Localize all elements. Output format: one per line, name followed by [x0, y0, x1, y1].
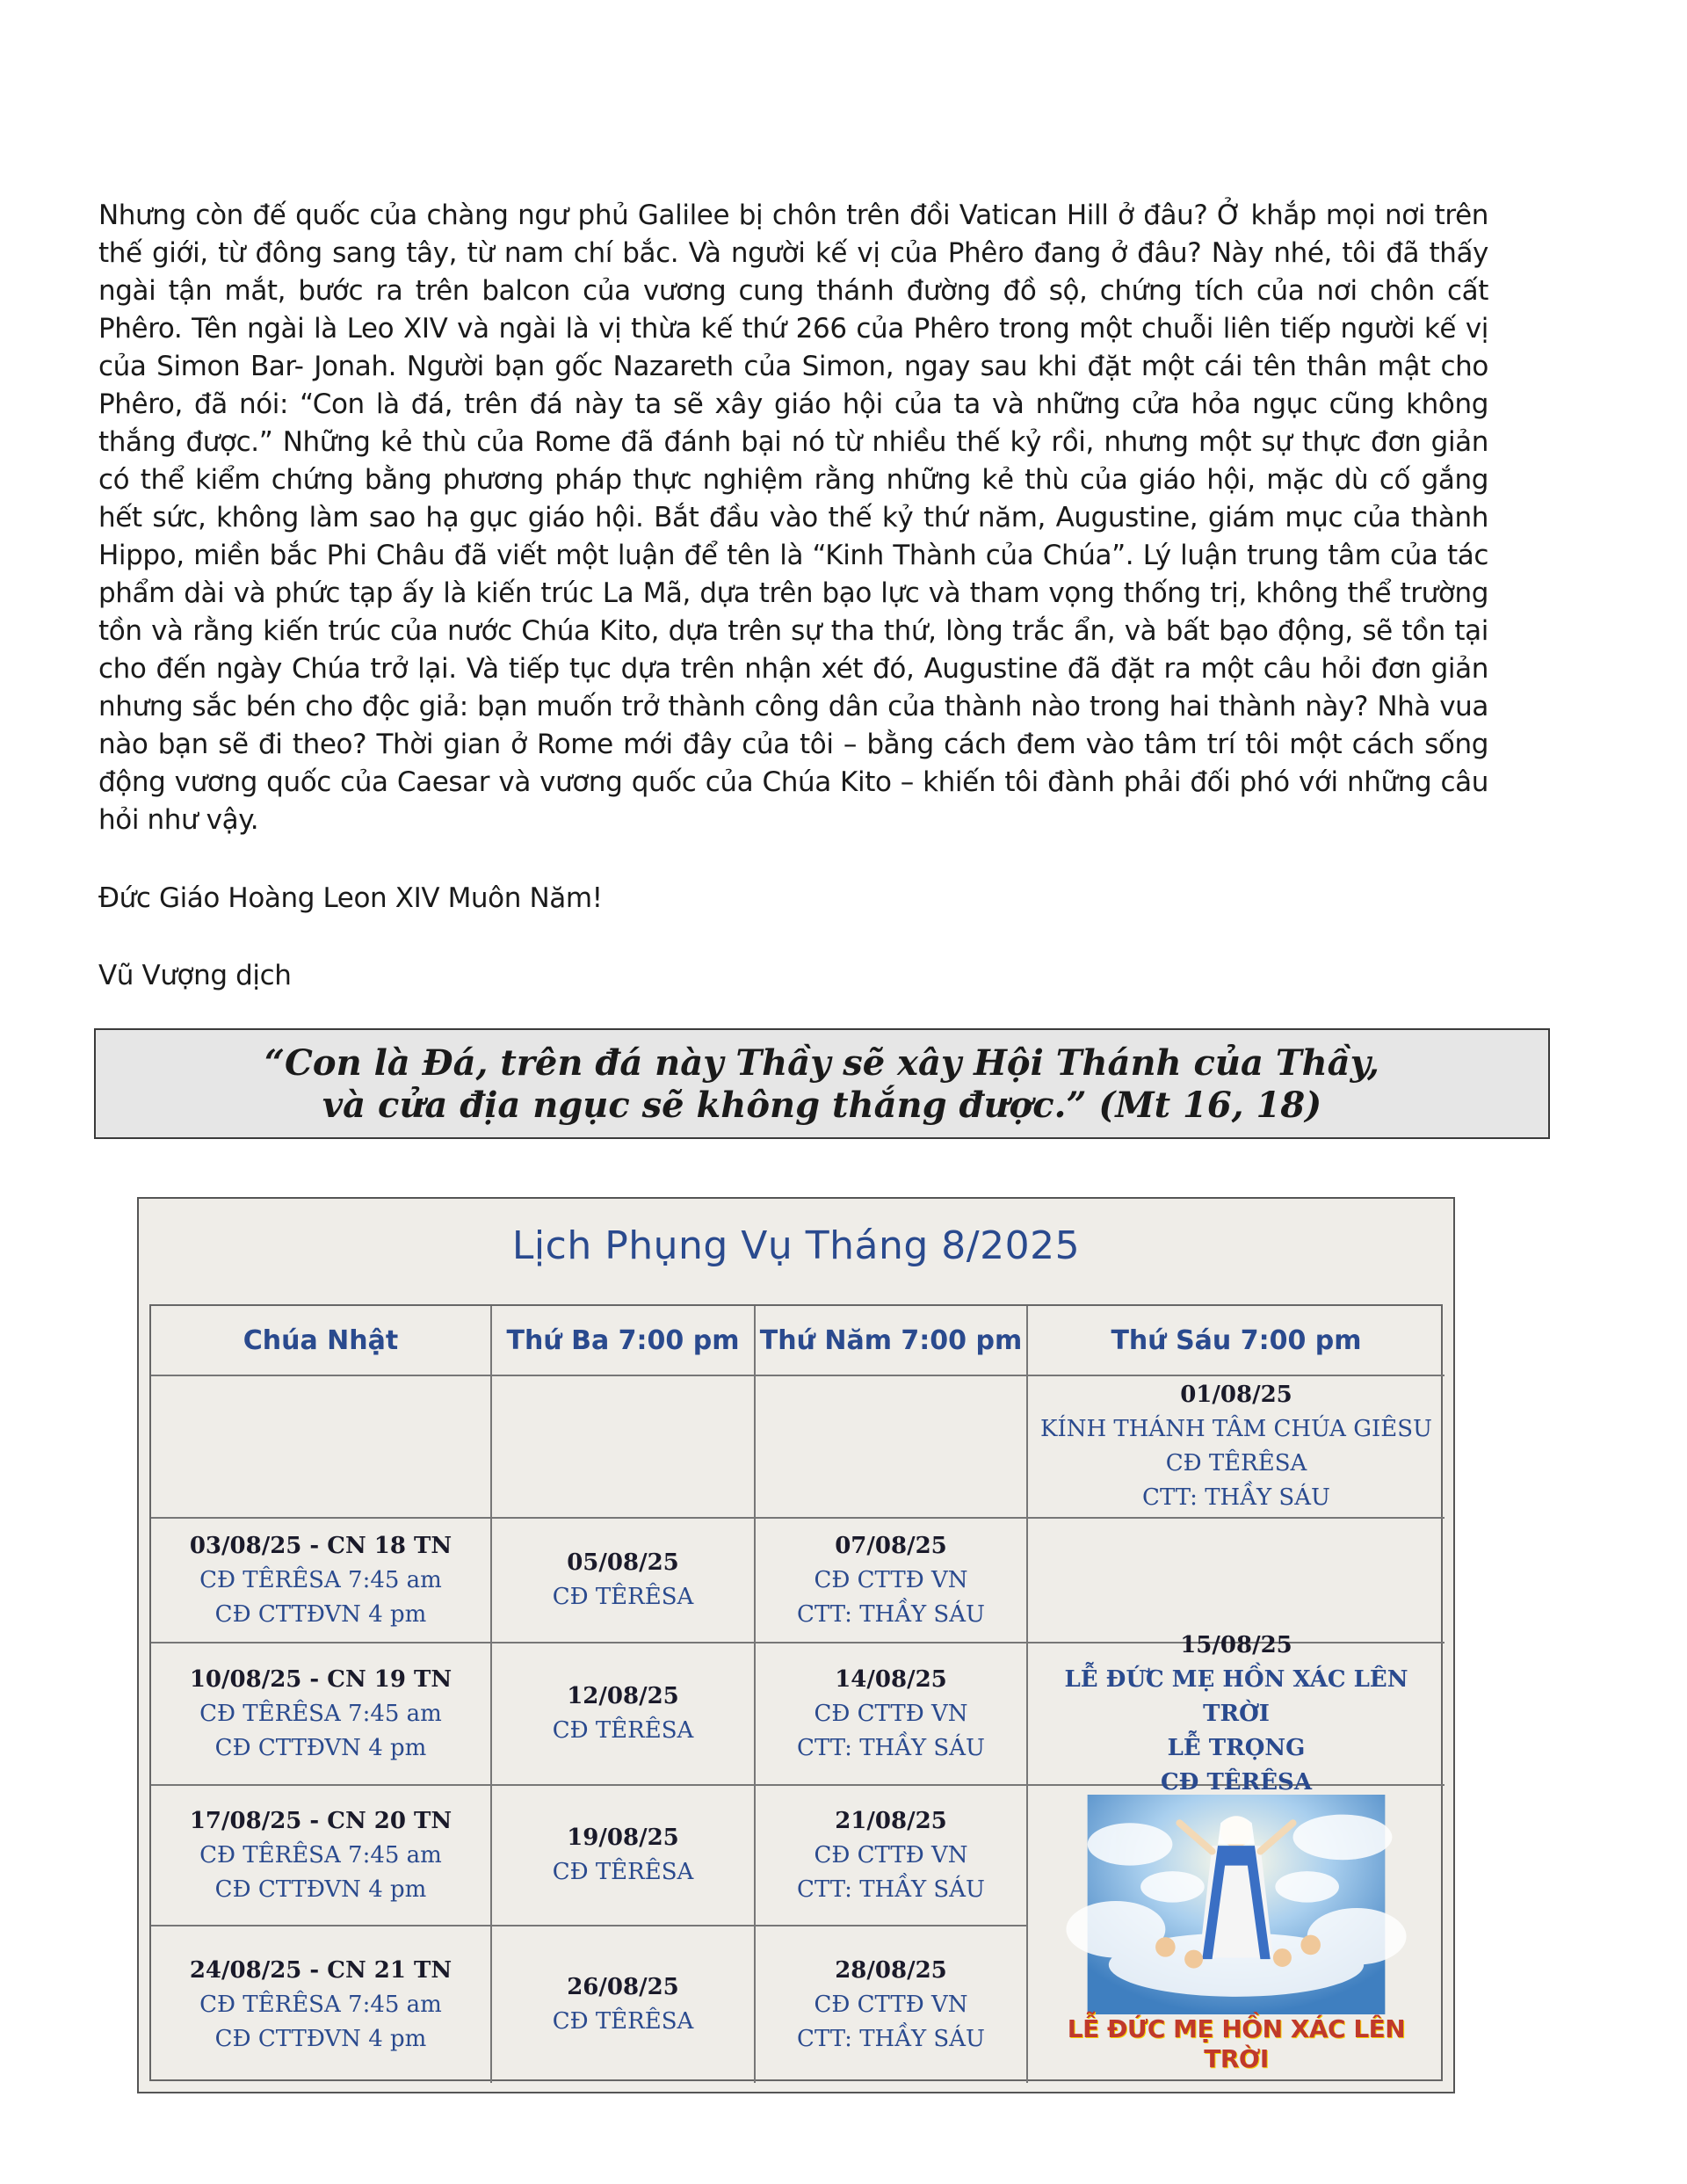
cell-sunday-empty	[151, 1376, 492, 1519]
cell-line: CĐ TÊRÊSA	[1160, 1768, 1312, 1796]
cell-thursday-empty	[756, 1376, 1028, 1519]
cell-line: CĐ TÊRÊSA 7:45 am	[199, 1566, 442, 1593]
article-paragraph: Nhưng còn đế quốc của chàng ngư phủ Galilee bị chôn trên đồi Vatican Hill ở đâu? Ở khắp mọi nơi trên thế giới, từ đông sang tây, từ nam chí bắc. Và người kế vị của Phêro đang ở đâu? Này nhé, tôi đã thấy ngài tận mắt, bước ra trên balcon của vương cung thánh đường đồ sộ, chứng tích của nơi chôn cất Phêro. Tên ngài là Leo XIV và ngài là vị thừa kế thứ 266 của Phêro trong một chuỗi liên tiếp người kế vị của Simon Bar- Jonah. Người bạn gốc Nazareth của Simon, ngay sau khi đặt một cái tên thân mật cho Phêro, đã nói: “Con là đá, trên đá này ta sẽ xây giáo hội của ta và những cửa hỏa ngục cũng không thắng được.” Những kẻ thù của Rome đã đánh bại nó từ nhiều thế kỷ rồi, nhưng một sự thực đơn giản có thể kiểm chứng bằng phương pháp thực nghiệm rằng những kẻ thù của giáo hội, mặc dù cố gắng hết sức, không làm sao hạ gục giáo hội. Bắt đầu vào thế kỷ thứ năm, Augustine, giám mục của thành Hippo, miền bắc Phi Châu đã viết một luận để tên là “Kinh Thành của Chúa”. Lý luận trung tâm của tác phẩm dài và phức tạp ấy là kiến trúc La Mã, dựa trên bạo lực và tham vọng thống trị, không thể trường tồn và rằng kiến trúc của nước Chúa Kito, dựa trên sự tha thứ, lòng trắc ẩn, và bất bạo động, sẽ tồn tại cho đến ngày Chúa trở lại. Và tiếp tục dựa trên nhận xét đó, Augustine đã đặt ra một câu hỏi đơn giản nhưng sắc bén cho độc giả: bạn muốn trở thành công dân của thành nào trong hai thành này? Nhà vua nào bạn sẽ đi theo? Thời gian ở Rome mới đây của tôi – bằng cách đem vào tâm trí tôi một cách sống động vương quốc của Caesar và vương quốc của Chúa Kito – khiến tôi đành phải đối phó với những câu hỏi như vậy.	[98, 200, 1488, 836]
scripture-quote-box	[94, 1028, 1550, 1139]
quote-line-2: và cửa địa ngục sẽ không thắng được.” (Mt 16, 18)	[322, 1085, 1322, 1126]
assumption-of-mary-image	[1052, 1795, 1421, 2014]
closing-exclamation: Đức Giáo Hoàng Leon XIV Muôn Năm!	[98, 882, 603, 914]
quote-line-1: “Con là Đá, trên đá này Thầy sẽ xây Hội Thánh của Thầy,	[264, 1042, 1379, 1084]
cell-date: 24/08/25 - CN 21 TN	[189, 1956, 453, 1984]
cell-line: CTT: THẦY SÁU	[797, 1876, 985, 1903]
cell-thursday-1408	[756, 1643, 1028, 1786]
cell-line: CĐ CTTĐ VN	[814, 1991, 968, 2018]
header-sunday: Chúa Nhật	[151, 1306, 492, 1376]
cell-date: 14/08/25	[835, 1665, 947, 1693]
cell-line: CĐ TÊRÊSA	[552, 1584, 694, 1610]
cell-tuesday-1208	[492, 1643, 756, 1786]
cell-date: 10/08/25 - CN 19 TN	[189, 1665, 453, 1693]
cell-line: CĐ CTTĐVN 4 pm	[214, 2025, 427, 2052]
cell-date: 17/08/25 - CN 20 TN	[189, 1807, 453, 1834]
cell-tuesday-2608	[492, 1926, 756, 2083]
cell-date: 12/08/25	[567, 1683, 679, 1709]
cell-tuesday-empty	[492, 1376, 756, 1519]
cell-date: 26/08/25	[567, 1974, 679, 2000]
cell-line: CĐ CTTĐ VN	[814, 1700, 968, 1727]
cell-line: CĐ TÊRÊSA 7:45 am	[199, 1991, 442, 2018]
cell-sunday-1708	[151, 1786, 492, 1926]
cell-line: CĐ CTTĐVN 4 pm	[214, 1876, 427, 1903]
cell-line: CĐ TÊRÊSA	[1165, 1450, 1307, 1477]
cell-sunday-1008	[151, 1643, 492, 1786]
cell-line: KÍNH THÁNH TÂM CHÚA GIÊSU	[1040, 1416, 1432, 1442]
liturgical-calendar	[137, 1197, 1455, 2093]
cell-date: 05/08/25	[567, 1549, 679, 1576]
cell-line: CTT: THẦY SÁU	[797, 2025, 985, 2052]
cell-line: CĐ TÊRÊSA 7:45 am	[199, 1841, 442, 1868]
cell-date: 01/08/25	[1180, 1382, 1292, 1408]
cell-date: 28/08/25	[835, 1956, 947, 1984]
cell-line: CĐ TÊRÊSA	[552, 2008, 694, 2035]
header-thursday: Thứ Năm 7:00 pm	[756, 1306, 1028, 1376]
cell-line: CTT: THẦY SÁU	[797, 1734, 985, 1761]
image-caption: LỄ ĐỨC MẸ HỒN XÁC LÊN TRỜI	[1067, 2014, 1406, 2073]
translator-credit: Vũ Vượng dịch	[98, 960, 292, 991]
assumption-image-cell	[1028, 1786, 1444, 2083]
cell-date: 03/08/25 - CN 18 TN	[189, 1532, 453, 1559]
cell-friday-0108	[1028, 1376, 1444, 1519]
cell-date: 21/08/25	[835, 1807, 947, 1834]
cell-line: CĐ CTTĐ VN	[814, 1841, 968, 1868]
cell-thursday-0708	[756, 1519, 1028, 1643]
cell-line: CTT: THẦY SÁU	[1142, 1484, 1330, 1511]
feast-name: LỄ ĐỨC MẸ HỒN XÁC LÊN TRỜI	[1064, 1665, 1408, 1727]
feast-rank: LỄ TRỌNG	[1167, 1734, 1306, 1761]
cell-line: CĐ CTTĐVN 4 pm	[214, 1600, 427, 1628]
cell-friday-empty	[1028, 1519, 1444, 1643]
cell-line: CĐ TÊRÊSA	[552, 1717, 694, 1744]
cell-line: CĐ TÊRÊSA 7:45 am	[199, 1700, 442, 1727]
calendar-table	[149, 1304, 1443, 2081]
cell-sunday-2408	[151, 1926, 492, 2083]
cell-date: 07/08/25	[835, 1532, 947, 1559]
cell-thursday-2808	[756, 1926, 1028, 2083]
cell-tuesday-0508	[492, 1519, 756, 1643]
cell-line: CĐ TÊRÊSA	[552, 1859, 694, 1885]
header-tuesday: Thứ Ba 7:00 pm	[492, 1306, 756, 1376]
cell-thursday-2108	[756, 1786, 1028, 1926]
cell-line: CĐ CTTĐ VN	[814, 1566, 968, 1593]
cell-tuesday-1908	[492, 1786, 756, 1926]
cell-friday-1508	[1028, 1631, 1444, 1796]
cell-date: 19/08/25	[567, 1825, 679, 1851]
calendar-title: Lịch Phụng Vụ Tháng 8/2025	[511, 1223, 1081, 1268]
cell-date: 15/08/25	[1180, 1631, 1292, 1658]
header-friday: Thứ Sáu 7:00 pm	[1028, 1306, 1444, 1376]
cell-sunday-0308	[151, 1519, 492, 1643]
cell-line: CTT: THẦY SÁU	[797, 1600, 985, 1628]
cell-line: CĐ CTTĐVN 4 pm	[214, 1734, 427, 1761]
